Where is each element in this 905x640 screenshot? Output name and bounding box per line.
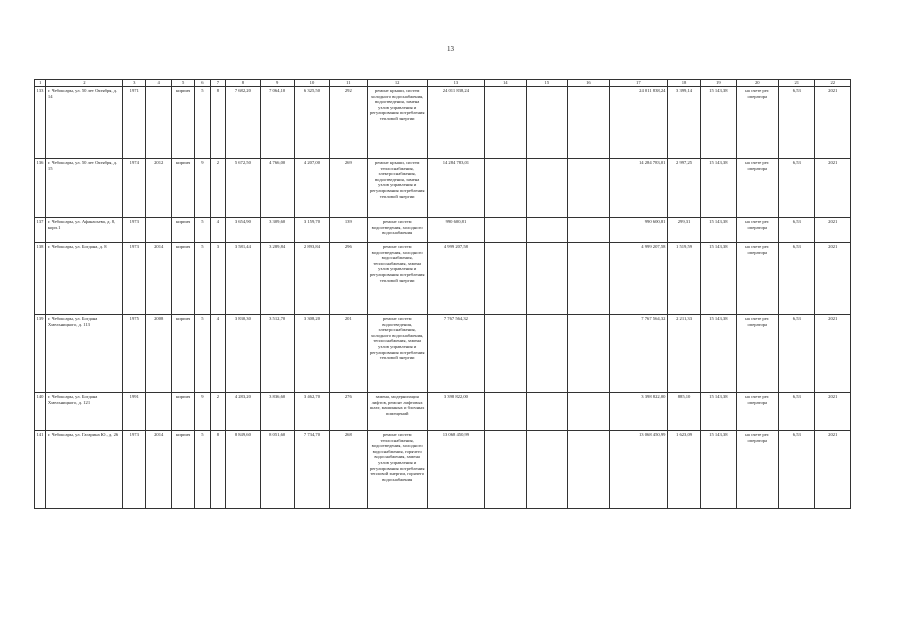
row-number: 137 [35,218,46,243]
year-built: 1974 [123,159,146,218]
residents: 201 [330,315,367,393]
table-row [35,315,851,393]
entrances: 4 [210,315,226,393]
wall-material: кирпич [172,431,195,509]
column-header: 17 [609,80,667,87]
residents: 292 [330,87,367,159]
wall-material: кирпич [172,218,195,243]
cost-col-14 [484,431,526,509]
cost-col-15 [526,431,568,509]
work-types: замена, модернизация лифтов, ремонт лифтовых шахт, машинных и блочных помещений [367,393,427,431]
column-header: 21 [779,80,815,87]
unit-cost: 2 211,33 [667,315,700,393]
unit-cost: 3 399,14 [667,87,700,159]
contribution-rate: 6,53 [779,243,815,315]
unit-cost: 299,31 [667,218,700,243]
column-header: 16 [568,80,610,87]
residential-area: 3 462,70 [294,393,329,431]
premises-area: 7 064,10 [260,87,294,159]
row-number: 133 [35,87,46,159]
floors: 5 [195,315,211,393]
wall-material: кирпич [172,315,195,393]
column-header: 18 [667,80,700,87]
column-header: 1 [35,80,46,87]
work-types: ремонт систем водоотведения, холодного водоснабжения [367,218,427,243]
fund-account: на счете рег. оператора [736,315,779,393]
cost-limit: 15 143,38 [701,315,736,393]
owner-funds: 7 767 564,32 [609,315,667,393]
contribution-rate: 6,53 [779,218,815,243]
residents: 139 [330,218,367,243]
year-built: 1973 [123,218,146,243]
fund-account: на счете рег. оператора [736,87,779,159]
cost-limit: 15 143,38 [701,218,736,243]
year-repair [146,393,172,431]
unit-cost: 2 997,25 [667,159,700,218]
capital-repair-table [34,79,851,509]
residential-area: 7 734,70 [294,431,329,509]
fund-account: на счете рег. оператора [736,243,779,315]
residents: 296 [330,243,367,315]
wall-material: кирпич [172,243,195,315]
table-row [35,87,851,159]
cost-col-14 [484,243,526,315]
premises-area: 3 289,84 [260,243,294,315]
residents: 269 [330,159,367,218]
owner-funds: 990 600,81 [609,218,667,243]
entrances: 4 [210,218,226,243]
residential-area: 6 325,50 [294,87,329,159]
cost-col-14 [484,87,526,159]
address: г. Чебоксары, ул. Афанасьева, д. 8, корп.1 [46,218,123,243]
owner-funds: 3 398 822,00 [609,393,667,431]
column-number-row [35,80,851,87]
cost-limit: 15 143,38 [701,87,736,159]
table-row [35,243,851,315]
total-area: 8 849,60 [226,431,260,509]
year-repair: 2014 [146,243,172,315]
total-area: 4 283,20 [226,393,260,431]
repair-year: 2021 [815,218,851,243]
repair-year: 2021 [815,431,851,509]
entrances: 2 [210,393,226,431]
work-types: ремонт крыши, систем теплоснабжения, электроснабжения, водоотведения, замена узлов управления и регулирования потребления тепловой энергии [367,159,427,218]
column-header: 7 [210,80,226,87]
premises-area: 3 836,60 [260,393,294,431]
year-repair: 2008 [146,315,172,393]
year-repair: 2012 [146,159,172,218]
owner-funds: 4 999 207,58 [609,243,667,315]
repair-year: 2021 [815,243,851,315]
residential-area: 2 893,84 [294,243,329,315]
year-repair [146,218,172,243]
entrances: 8 [210,87,226,159]
floors: 9 [195,393,211,431]
column-header: 20 [736,80,779,87]
year-built: 1971 [123,87,146,159]
owner-funds: 13 068 450,99 [609,431,667,509]
address: г. Чебоксары, ул. Гагарина Ю., д. 26 [46,431,123,509]
column-header: 19 [701,80,736,87]
year-built: 1975 [123,315,146,393]
cost-col-16 [568,87,610,159]
work-types: ремонт систем водоотведения, электроснабжения, холодного водоснабжения, теплоснабжения, замена узлов управления и регулирования потребления тепловой энергии [367,315,427,393]
row-number: 140 [35,393,46,431]
total-cost: 3 398 822,00 [427,393,484,431]
column-header: 3 [123,80,146,87]
cost-col-15 [526,87,568,159]
residents: 268 [330,431,367,509]
floors: 9 [195,159,211,218]
cost-limit: 15 143,38 [701,159,736,218]
repair-year: 2021 [815,393,851,431]
premises-area: 3 512,70 [260,315,294,393]
residential-area: 3 308,20 [294,315,329,393]
cost-col-16 [568,218,610,243]
total-area: 7 682,20 [226,87,260,159]
residents: 276 [330,393,367,431]
floors: 5 [195,87,211,159]
column-header: 22 [815,80,851,87]
cost-col-15 [526,159,568,218]
row-number: 138 [35,243,46,315]
owner-funds: 14 284 783,01 [609,159,667,218]
row-number: 139 [35,315,46,393]
owner-funds: 24 011 838,24 [609,87,667,159]
cost-col-15 [526,218,568,243]
page-number: 13 [447,45,454,53]
floors: 5 [195,218,211,243]
row-number: 141 [35,431,46,509]
floors: 5 [195,431,211,509]
year-repair: 2014 [146,431,172,509]
wall-material: кирпич [172,87,195,159]
column-header: 12 [367,80,427,87]
contribution-rate: 6,53 [779,87,815,159]
column-header: 6 [195,80,211,87]
unit-cost: 885,10 [667,393,700,431]
wall-material: кирпич [172,159,195,218]
total-area: 3 654,90 [226,218,260,243]
address: г. Чебоксары, ул. 50 лет Октября, д. 14 [46,87,123,159]
table-row [35,431,851,509]
column-header: 10 [294,80,329,87]
contribution-rate: 6,53 [779,315,815,393]
cost-col-16 [568,159,610,218]
total-cost: 990 600,81 [427,218,484,243]
fund-account: на счете рег. оператора [736,218,779,243]
contribution-rate: 6,53 [779,431,815,509]
work-types: ремонт крыши, систем холодного водоснабжения, водоотведения, замена узлов управления и регулирования потребления тепловой энергии [367,87,427,159]
total-area: 3 830,30 [226,315,260,393]
address: г. Чебоксары, ул. Богдана Хмельницкого, д. 121 [46,393,123,431]
repair-year: 2021 [815,315,851,393]
repair-year: 2021 [815,87,851,159]
cost-col-15 [526,243,568,315]
cost-limit: 15 143,38 [701,431,736,509]
premises-area: 3 309,60 [260,218,294,243]
work-types: ремонт систем водоотведения, холодного водоснабжения, теплоснабжения, замена узлов управления и регулирования потребления тепловой энергии [367,243,427,315]
entrances: 3 [210,243,226,315]
cost-col-16 [568,315,610,393]
work-types: ремонт систем теплоснабжения, водоотведения, холодного водоснабжения, горячего водоснабжения, замена узлов управления и регулирования потребления тепловой энергии, горячего водоснабжения [367,431,427,509]
total-cost: 14 284 783,01 [427,159,484,218]
total-cost: 24 011 838,24 [427,87,484,159]
cost-limit: 15 143,38 [701,243,736,315]
column-header: 9 [260,80,294,87]
cost-col-14 [484,393,526,431]
fund-account: на счете рег. оператора [736,393,779,431]
address: г. Чебоксары, ул. Богдана Хмельницкого, д. 113 [46,315,123,393]
contribution-rate: 6,53 [779,159,815,218]
contribution-rate: 6,53 [779,393,815,431]
cost-limit: 15 143,38 [701,393,736,431]
fund-account: на счете рег. оператора [736,431,779,509]
repair-year: 2021 [815,159,851,218]
total-cost: 13 068 450,99 [427,431,484,509]
total-area: 3 581,44 [226,243,260,315]
column-header: 13 [427,80,484,87]
wall-material: кирпич [172,393,195,431]
year-repair [146,87,172,159]
table-row [35,393,851,431]
cost-col-15 [526,315,568,393]
address: г. Чебоксары, ул. 50 лет Октября, д. 15 [46,159,123,218]
table-row [35,159,851,218]
total-area: 5 672,50 [226,159,260,218]
residential-area: 3 159,70 [294,218,329,243]
cost-col-15 [526,393,568,431]
column-header: 14 [484,80,526,87]
cost-col-16 [568,393,610,431]
row-number: 136 [35,159,46,218]
entrances: 2 [210,159,226,218]
column-header: 11 [330,80,367,87]
premises-area: 8 051,60 [260,431,294,509]
year-built: 1973 [123,243,146,315]
entrances: 8 [210,431,226,509]
column-header: 2 [46,80,123,87]
cost-col-14 [484,218,526,243]
total-cost: 7 767 564,32 [427,315,484,393]
address: г. Чебоксары, ул. Богдана, д. 8 [46,243,123,315]
residential-area: 4 207,00 [294,159,329,218]
total-cost: 4 999 207,58 [427,243,484,315]
premises-area: 4 766,00 [260,159,294,218]
floors: 5 [195,243,211,315]
cost-col-14 [484,315,526,393]
column-header: 5 [172,80,195,87]
fund-account: на счете рег. оператора [736,159,779,218]
year-built: 1973 [123,431,146,509]
column-header: 8 [226,80,260,87]
cost-col-14 [484,159,526,218]
unit-cost: 1 519,59 [667,243,700,315]
column-header: 4 [146,80,172,87]
unit-cost: 1 623,09 [667,431,700,509]
cost-col-16 [568,431,610,509]
table-row [35,218,851,243]
cost-col-16 [568,243,610,315]
column-header: 15 [526,80,568,87]
year-built: 1991 [123,393,146,431]
